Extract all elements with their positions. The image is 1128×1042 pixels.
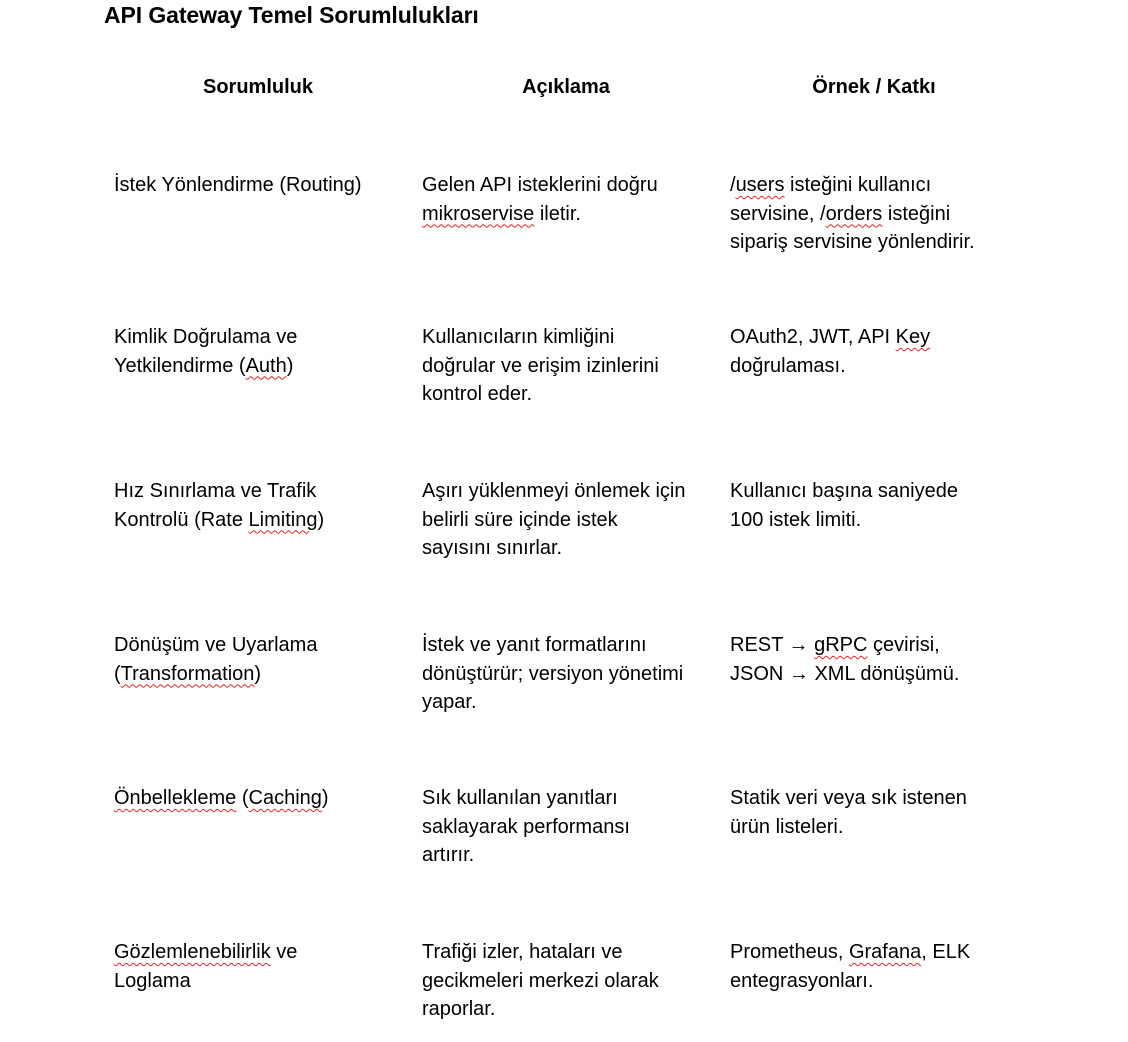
cell-line: Prometheus, Grafana, ELK	[730, 941, 971, 963]
cell-line: Gelen API isteklerini doğru	[422, 174, 658, 196]
cell-line: Gözlemlenebilirlik ve	[114, 941, 298, 963]
cell-description	[422, 631, 722, 717]
cell-example	[730, 938, 1030, 995]
cell-line: (Transformation)	[114, 662, 262, 685]
cell-line: doğrular ve erişim izinlerini	[422, 354, 659, 377]
document-title: API Gateway Temel Sorumlulukları	[104, 2, 479, 28]
cell-description	[422, 784, 722, 870]
cell-line: İstek Yönlendirme (Routing)	[114, 174, 362, 196]
cell-line: Aşırı yüklenmeyi önlemek için	[422, 480, 686, 502]
cell-line: ürün listeleri.	[730, 815, 844, 838]
spellcheck-flagged-word: Limiting	[248, 508, 318, 531]
column-header-description: Açıklama	[522, 76, 610, 98]
spellcheck-flagged-word: orders	[825, 202, 883, 225]
spellcheck-flagged-word: Auth	[245, 354, 287, 377]
cell-line: dönüştürür; versiyon yönetimi	[422, 662, 684, 685]
cell-example	[730, 477, 1030, 534]
cell-line: kontrol eder.	[422, 383, 533, 405]
cell-line: /users isteğini kullanıcı	[730, 174, 932, 196]
column-header-responsibility: Sorumluluk	[202, 76, 313, 98]
cell-line: REST → gRPC çevirisi,	[730, 634, 940, 656]
cell-line: belirli süre içinde istek	[422, 508, 618, 531]
cell-responsibility	[114, 171, 414, 200]
cell-example	[730, 323, 1030, 380]
cell-line: Önbellekleme (Caching)	[114, 787, 329, 809]
spellcheck-flagged-word: mikroservise	[422, 202, 535, 225]
cell-line: mikroservise iletir.	[422, 202, 581, 225]
cell-line: Yetkilendirme (Auth)	[114, 354, 294, 377]
cell-line: doğrulaması.	[730, 354, 846, 377]
cell-line: Kimlik Doğrulama ve	[114, 326, 298, 348]
cell-line: sayısını sınırlar.	[422, 537, 563, 559]
cell-responsibility	[114, 477, 414, 534]
cell-line: Kullanıcı başına saniyede	[730, 480, 958, 502]
spellcheck-flagged-word: Grafana	[848, 941, 922, 963]
spellcheck-flagged-word: Caching	[248, 787, 322, 809]
cell-example	[730, 784, 1030, 841]
cell-line: İstek ve yanıt formatlarını	[422, 634, 647, 656]
cell-line: Hız Sınırlama ve Trafik	[114, 480, 317, 502]
cell-line: JSON → XML dönüşümü.	[730, 662, 960, 685]
cell-line: saklayarak performansı	[422, 815, 630, 838]
cell-line: Dönüşüm ve Uyarlama	[114, 634, 318, 656]
spellcheck-flagged-word: users	[735, 174, 785, 196]
spellcheck-flagged-word: Gözlemlenebilirlik	[114, 941, 271, 963]
cell-example	[730, 631, 1030, 688]
cell-line: Kontrolü (Rate Limiting)	[114, 508, 325, 531]
cell-line: Trafiği izler, hataları ve	[422, 941, 623, 963]
cell-line: sipariş servisine yönlendirir.	[730, 231, 975, 253]
cell-line: servisine, /orders isteğini	[730, 202, 951, 225]
column-header-example: Örnek / Katkı	[812, 76, 936, 98]
cell-line: Kullanıcıların kimliğini	[422, 326, 615, 348]
cell-line: yapar.	[422, 691, 477, 713]
cell-responsibility	[114, 323, 414, 380]
cell-line: 100 istek limiti.	[730, 508, 862, 531]
cell-line: raporlar.	[422, 998, 496, 1020]
cell-description	[422, 171, 722, 228]
cell-line: Sık kullanılan yanıtları	[422, 787, 618, 809]
cell-responsibility	[114, 631, 414, 688]
cell-line: Loglama	[114, 969, 191, 992]
cell-description	[422, 477, 722, 563]
cell-line: gecikmeleri merkezi olarak	[422, 969, 659, 992]
spellcheck-flagged-word: gRPC	[814, 634, 868, 656]
cell-responsibility	[114, 784, 414, 813]
spellcheck-flagged-word: Key	[895, 326, 931, 348]
spellcheck-flagged-word: Transformation	[120, 662, 255, 685]
spellcheck-flagged-word: Önbellekleme	[114, 787, 237, 809]
cell-example	[730, 171, 1030, 257]
cell-line: entegrasyonları.	[730, 969, 874, 992]
cell-description	[422, 938, 722, 1024]
cell-responsibility	[114, 938, 414, 995]
cell-line: artırır.	[422, 844, 475, 866]
cell-description	[422, 323, 722, 409]
cell-line: OAuth2, JWT, API Key	[730, 326, 931, 348]
cell-line: Statik veri veya sık istenen	[730, 787, 967, 809]
